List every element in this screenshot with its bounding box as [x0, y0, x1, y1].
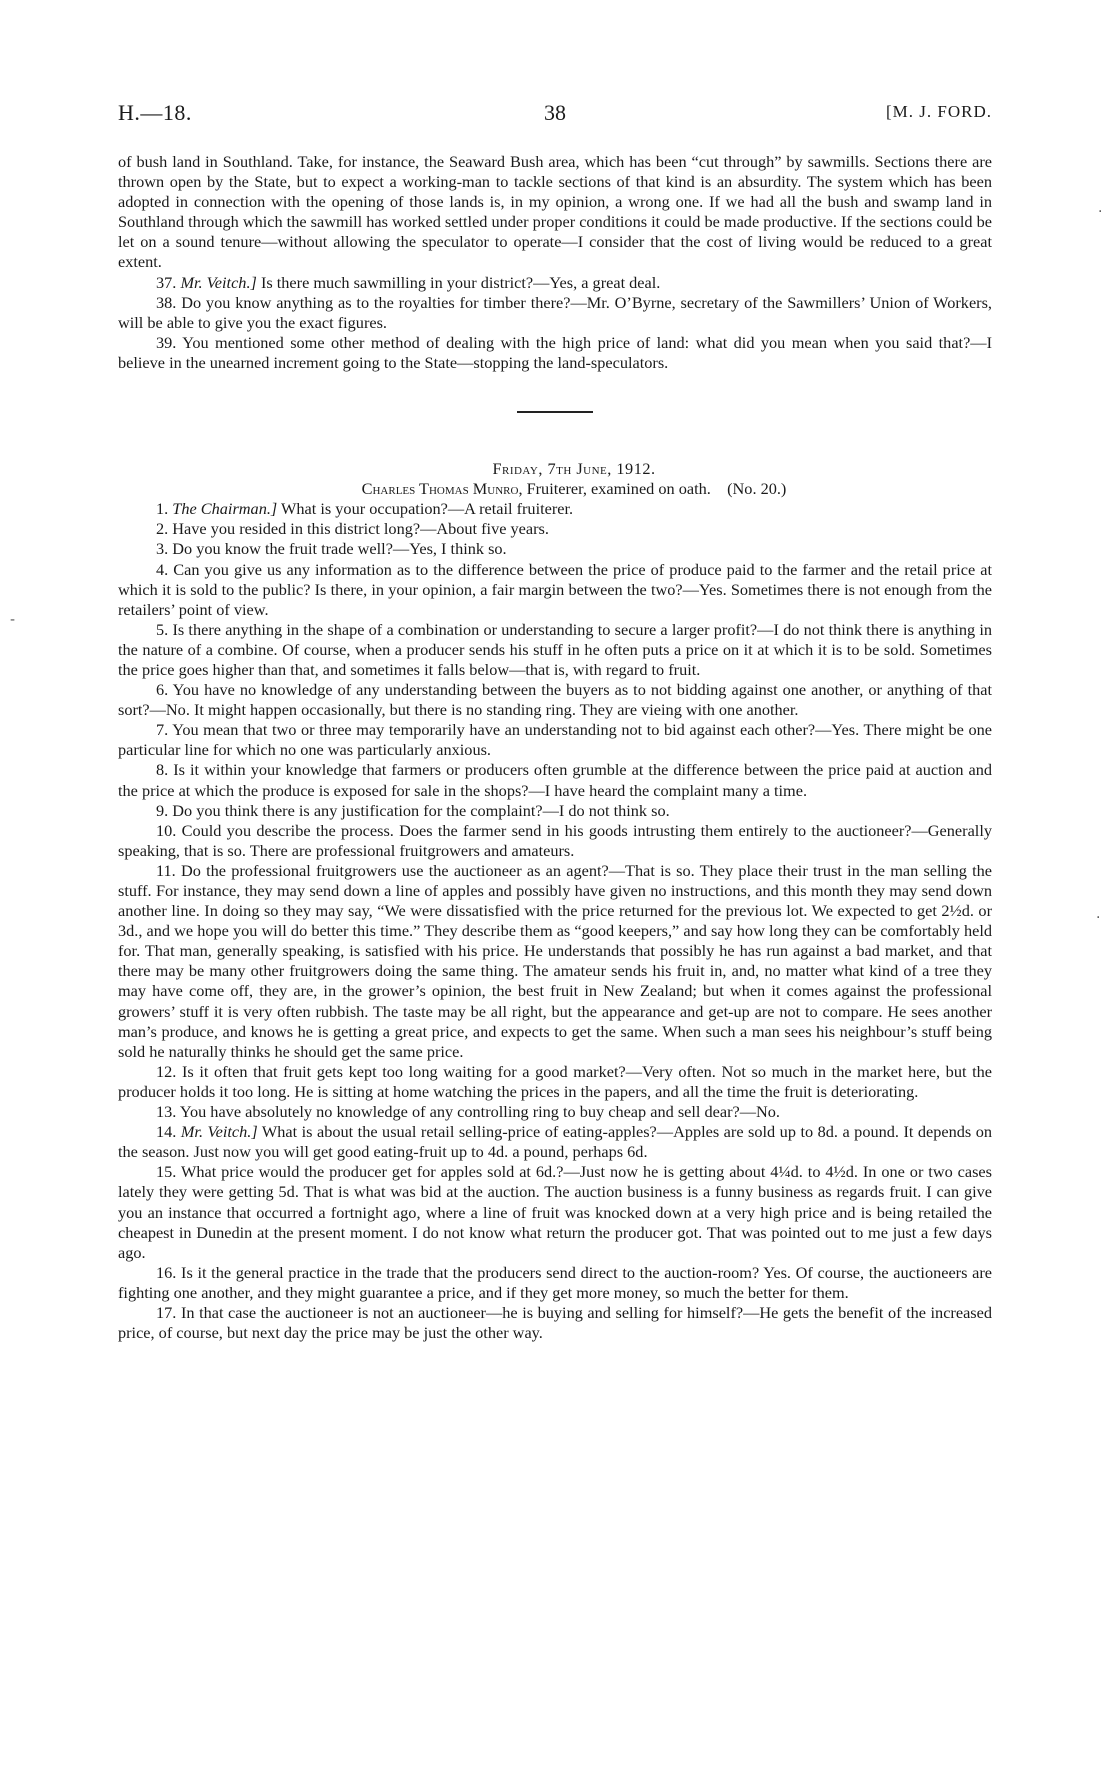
question-text: Is there much sawmilling in your district?—Yes, a great deal.: [260, 272, 661, 292]
page-number: 38: [544, 100, 566, 125]
question-paragraph: [118, 539, 992, 559]
question-paragraph: [118, 801, 992, 821]
question-text: Is there anything in the shape of a combination or understanding to secure a larger profit?—I do not think there is anything in the nature of a combine. Of course, when a producer sends his stuff in he often puts a price on it at which it is to be sold. Sometimes the price goes higher than that, and sometimes it falls below—that is, with regard to fruit.: [118, 619, 992, 679]
question-number: 39.: [156, 332, 177, 352]
question-number: 6.: [156, 680, 169, 700]
margin-mark: -: [10, 612, 16, 628]
question-number: 10.: [156, 820, 177, 840]
question-paragraph: [118, 861, 992, 1062]
page-header: [118, 100, 992, 130]
question-text: You mentioned some other method of dealing with the high price of land: what did you mean when you said that?—I believe in the unearned increment going to the State—stopping the land-speculators.: [118, 332, 993, 372]
question-paragraph: [118, 1263, 992, 1303]
question-text: Do you know anything as to the royalties for timber there?—Mr. O’Byrne, secretary of the Sawmillers’ Union of Workers, will be able to give you the exact figures.: [118, 292, 992, 332]
question-text: You mean that two or three may temporarily have an understanding not to bid against each other?—Yes. There might be one particular line for which no one was particularly anxious.: [118, 720, 992, 760]
question-text: Do you think there is any justification for the complaint?—I do not think so.: [172, 800, 670, 820]
question-number: 38.: [156, 292, 177, 312]
question-paragraph: [118, 1062, 992, 1102]
session-date: Friday, 7th June, 1912.: [492, 459, 656, 479]
question-number: 1.: [156, 499, 169, 519]
question-number: 37.: [156, 272, 177, 292]
question-text: Can you give us any information as to the difference between the price of produce paid to the farmer and the retail price at which it is sold to the public? Is there, in your opinion, a fair margin between the two?—Yes. Sometimes there is not enough from the retailers’ point of view.: [118, 559, 992, 619]
question-number: 16.: [156, 1262, 177, 1282]
question-text: What price would the producer get for apples sold at 6d.?—Just now he is getting about 4¼d. to 4½d. In one or two cases lately they were getting 5d. That is what was bid at the auction. The auction business is a funny business as regards fruit. I can give you an instance that occurred a fortnight ago, where a line of fruit was knocked down at a very high price and is being retailed the cheapest in Dunedin at the present moment. I do not know what return the producer got. That was pointed out to me just a few days ago.: [118, 1162, 992, 1262]
question-text: Could you describe the process. Does the farmer send in his goods intrusting them entirely to the auctioneer?—Generally speaking, that is so. There are professional fruitgrowers and amateurs.: [118, 820, 992, 860]
section-divider: [517, 411, 593, 413]
question-number: 3.: [156, 539, 169, 559]
question-paragraph: [118, 680, 992, 720]
question-speaker: Mr. Veitch.]: [180, 272, 257, 292]
question-number: 8.: [156, 760, 169, 780]
question-text: What is about the usual retail selling-price of eating-apples?—Apples are sold up to 8d. a pound. It depends on the season. Just now you will get good eating-fruit up to 4d. a pound, perhaps 6d.: [118, 1122, 992, 1162]
margin-mark: ·: [1098, 204, 1103, 220]
witness-description: , Fruiterer, examined on oath.: [518, 479, 711, 499]
question-number: 11.: [156, 860, 176, 880]
document-reference: H.—18.: [118, 100, 192, 125]
question-paragraph: [118, 1303, 992, 1343]
question-number: 13.: [156, 1102, 177, 1122]
question-text: Is it within your knowledge that farmers or producers often grumble at the difference between the price paid at auction and the price at which the produce is exposed for sale in the shops?—I have heard the complaint many a time.: [118, 760, 992, 800]
question-text: Is it the general practice in the trade that the producers send direct to the auction-room? Yes. Of course, the auctioneers are fighting one another, and they might guarantee a price, and if they get more money, so much the better for them.: [118, 1262, 992, 1302]
question-paragraph: [118, 1162, 992, 1262]
question-text: What is your occupation?—A retail fruiterer.: [281, 499, 574, 519]
question-text: Do the professional fruitgrowers use the auctioneer as an agent?—That is so. They place their trust in the man selling the stuff. For instance, they may send down a line of apples and possibly have given no instructions, and this month they may send down another line. In doing so they may say, “We were dissatisfied with the price returned for the previous lot. We expected to get 2½d. or 3d., and we hope you will do better this time.” They describe them as “good keepers,” and say how long they can be comfortably held for. That man, generally speaking, is satisfied with his price. He understands that possibly he has run against a bad market, and that there may be many other fruitgrowers doing the same thing. The amateur sends his fruit in, and, no matter what kind of a tree they may have come off, they are, in the grower’s opinion, the best fruit in New Zealand; but when it comes against the professional growers’ stuff it is very often rubbish. The taste may be all right, but the appearance and get-up are not to compare. He sees another man’s produce, and knows he is getting a great price, and expects to get the same. When such a man sees his neighbour’s stuff being sold he naturally thinks he should get the same price.: [118, 860, 992, 1061]
question-paragraph: [118, 1102, 992, 1122]
question-paragraph: [118, 293, 992, 333]
question-paragraph: [118, 560, 992, 620]
question-speaker: The Chairman.]: [172, 499, 278, 519]
question-text: You have no knowledge of any understanding between the buyers as to not bidding against one another, or anything of that sort?—No. It might happen occasionally, but there is no standing ring. They are vieing with one another.: [118, 680, 992, 720]
witness-number: (No. 20.): [727, 479, 787, 499]
question-number: 5.: [156, 619, 169, 639]
document-body: [118, 152, 992, 1343]
question-number: 17.: [156, 1302, 177, 1322]
question-number: 15.: [156, 1162, 177, 1182]
question-text: You have absolutely no knowledge of any controlling ring to buy cheap and sell dear?—No.: [179, 1102, 780, 1122]
question-paragraph: [118, 620, 992, 680]
question-paragraph: [118, 333, 992, 373]
witness-name: Charles Thomas Munro: [361, 479, 519, 499]
question-number: 14.: [156, 1122, 177, 1142]
question-paragraph: [118, 519, 992, 539]
question-paragraph: [118, 760, 992, 800]
question-text: Do you know the fruit trade well?—Yes, I think so.: [172, 539, 507, 559]
question-number: 7.: [156, 720, 169, 740]
witness-heading: [118, 479, 992, 499]
question-number: 12.: [156, 1061, 177, 1081]
ford-questions: [118, 273, 992, 373]
question-paragraph: [118, 720, 992, 760]
question-number: 9.: [156, 800, 169, 820]
question-number: 4.: [156, 559, 169, 579]
question-paragraph: [118, 1122, 992, 1162]
munro-questions: [118, 499, 992, 1343]
question-number: 2.: [156, 519, 169, 539]
question-speaker: Mr. Veitch.]: [180, 1122, 258, 1142]
question-paragraph: [118, 273, 992, 293]
continuation-paragraph: of bush land in Southland. Take, for instance, the Seaward Bush area, which has been “cut through” by sawmills. Sections there are thrown open by the State, but to expect a working-man to tackle sections of that kind is an absurdity. The system which has been adopted in connection with the opening of those lands is, in my opinion, a wrong one. If we had all the bush and swamp land in Southland through which the sawmill has worked settled under proper conditions it could be made productive. If the sections could be let on a sound tenure—without allowing the speculator to operate—I consider that the cost of living would be reduced to a great extent.: [118, 152, 993, 272]
witness-running-head: [M. J. FORD.: [886, 102, 992, 121]
question-text: In that case the auctioneer is not an auctioneer—he is buying and selling for himself?—He gets the benefit of the increased price, of course, but next day the price may be just the other way.: [118, 1302, 992, 1343]
question-text: Have you resided in this district long?—About five years.: [172, 519, 549, 539]
question-text: Is it often that fruit gets kept too long waiting for a good market?—Very often. Not so much in the market here, but the producer holds it too long. He is sitting at home watching the prices in the papers, and all the time the fruit is deteriorating.: [118, 1061, 992, 1101]
question-paragraph: [118, 821, 992, 861]
question-paragraph: [118, 499, 992, 519]
margin-mark: ·: [1096, 910, 1101, 926]
